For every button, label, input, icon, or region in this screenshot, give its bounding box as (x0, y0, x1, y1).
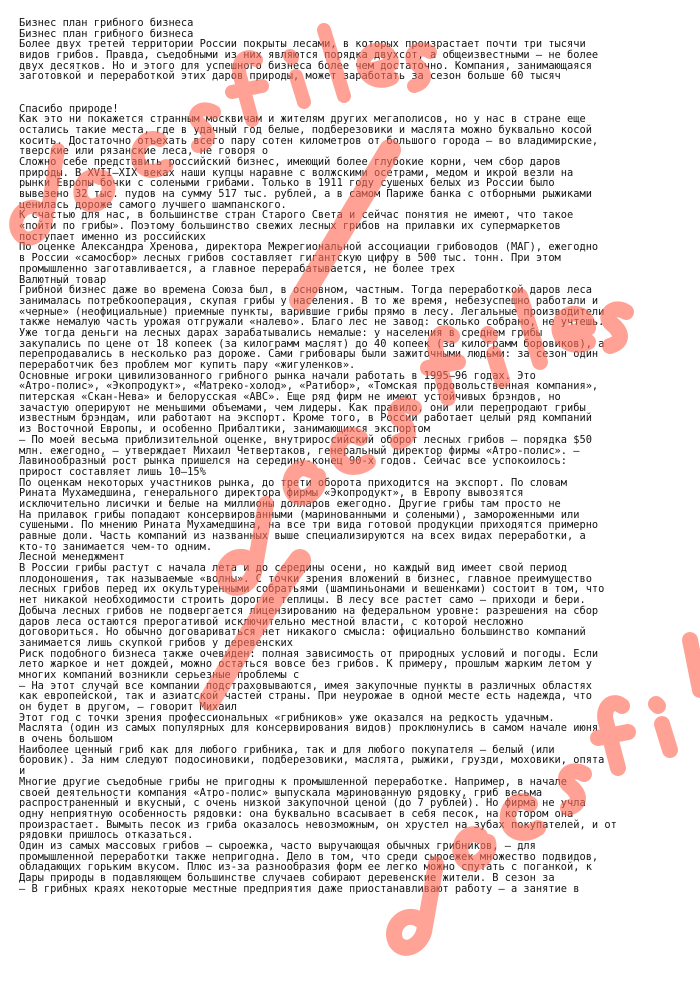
blank-line (19, 82, 685, 103)
text-line: Этот год с точки зрения профессиональных «грибников» уже оказался на редкость удачным. (19, 711, 555, 724)
text-line: Рината Мухамедшина, генерального директора фирмы «Экопродукт», в Европу вывозятся (19, 487, 524, 500)
text-line: Лавинообразный рост рынка пришелся на середину-конец 90-х годов. Сейчас все успокоилось: (19, 455, 568, 468)
text-line: косить. Достаточно отъехать всего пару сотен километров от большого города – во владимирские, (19, 134, 599, 147)
text-line: Дары природы в подавляющем большинстве случаев собирают деревенские жители. В сезон за (19, 872, 555, 885)
text-line: В России грибы растут с начала лета и до середины осени, но каждый вид имеет свой период (19, 562, 568, 575)
text-line: распространенный и вкусный, с очень низкой закупочной ценой (до 7 рублей). Но фирма не учла (19, 797, 586, 810)
text-line: «Атро-полис», «Экопродукт», «Матреко-холод», «Ратибор», «Томская продовольственная компания», (19, 380, 599, 393)
text-line: боровик). За ним следуют подосиновики, подберезовики, маслята, рыжики, грузди, моховики, опята (19, 754, 605, 767)
text-line: сушеными. По мнению Рината Мухамедшина, на все три вида готовой продукции приходятся примерно (19, 519, 599, 532)
text-line: рядовки пришлось отказаться. (19, 829, 194, 842)
text-line: своей деятельности компания «Атро-полис» выпускала маринованную рядовку, гриб весьма (19, 786, 543, 799)
text-line: прирост составляет лишь 10–15% (19, 465, 206, 478)
watermark-stroke (690, 640, 700, 690)
text-line: Как это ни покажется странным москвичам и жителям других мегаполисов, но у нас в стране еще (19, 113, 586, 126)
text-line: По оценке Александра Хренова, директора Межрегиональной ассоциации грибоводов (МАГ), ежегодно (19, 241, 599, 254)
text-line: многих компаний возникли серьезные проблемы с (19, 668, 300, 681)
text-line: он будет в другом, – говорит Михаил (19, 701, 237, 714)
text-line: Лесной менеджмент (19, 551, 125, 564)
text-line: обладающих горьким вкусом. Плюс из-за разнообразия форм ее легко можно спутать с поганкой, к (19, 861, 592, 874)
text-line: двух десятков. Но и этого для успешного бизнеса более чем достаточно. Компания, занимающаяся (19, 59, 592, 72)
text-line: и (19, 765, 26, 778)
text-line: – На этот случай все компании подстраховываются, имея закупочные пункты в различных областях (19, 679, 592, 692)
text-line: Основные игроки цивилизованного грибного рынка начали работать в 1995–96 годах. Это (19, 369, 536, 382)
text-line: Спасибо природе! (19, 102, 119, 115)
text-line: На прилавок грибы попадают консервированными (маринованными и солеными), замороженными или (19, 508, 580, 521)
text-line: Бизнес план грибного бизнеса (19, 27, 194, 40)
text-line: тверские или рязанские леса, не говоря о (19, 145, 269, 158)
text-line: К счастью для нас, в большинстве стран Старого Света и сейчас понятия не имеют, что такое (19, 209, 574, 222)
text-line: занималась потребкооперация, скупая грибы у населения. В то же время, небезуспешно работали и (19, 294, 599, 307)
text-line: По оценкам некоторых участников рынка, до трети оборота приходится на экспорт. По словам (19, 476, 568, 489)
text-line: заготовкой и переработкой этих даров природы, может заработать за сезон больше 60 тысяч (19, 70, 561, 83)
text-line: вывезено 32 тыс. пудов на сумму 517 тыс. рублей, а в самом Париже банка с отборными рыжиками (19, 188, 592, 201)
text-line: лето жаркое и нет дождей, можно остаться вовсе без грибов. К примеру, прошлым жарким летом у (19, 658, 592, 671)
text-line: лесных грибов перед их окультуренными собратьями (шампиньонами и вешенками) состоит в том, что (19, 583, 605, 596)
text-line: – В грибных краях некоторые местные предприятия даже приостанавливают работу – а занятие в (19, 882, 580, 895)
text-line: зачастую оперируют не меньшими объемами, чем лидеры. Как правило, они или перепродают грибы (19, 401, 586, 414)
text-line: «пойти по грибы». Поэтому большинство свежих лесных грибов на прилавки их супермаркетов (19, 220, 561, 233)
text-line: произрастает. Вымыть песок из гриба оказалось невозможным, он хрустел на зубах покупателей, и от (19, 818, 617, 831)
text-line: Уже тогда деньги на лесных дарах зарабатывались немалые: у населения в среднем грибы (19, 326, 543, 339)
text-line: равные доли. Часть компаний из названных выше специализируются на всех видах переработки, а (19, 530, 586, 543)
text-line: промышленно заготавливается, а главное перерабатывается, не более трех (19, 262, 455, 275)
text-line: даров леса остаются прерогативой исключительно местной власти, с которой несложно (19, 615, 524, 628)
text-line: питерская «Скан-Нева» и белорусская «АВС». Еще ряд фирм не имеют устойчивых брэндов, но (19, 391, 561, 404)
text-line: рынки Европы бочки с солеными грибами. Только в 1911 году сушеных белых из России было (19, 177, 555, 190)
text-line: поступает именно из российских (19, 230, 206, 243)
text-line: в очень большом (19, 733, 113, 746)
text-line: также немалую часть урожая отгружали «налево». Благо лес не завод: сколько собрано, не учтешь. (19, 316, 605, 329)
text-line: закупались по цене от 18 копеек (за килограмм маслят) до 40 копеек (за килограмм боровиков), а (19, 337, 605, 350)
text-line: как европейской, так и азиатской частей страны. При неурожае в одной месте есть надежда, что (19, 690, 592, 703)
text-line: млн. ежегодно, – утверждает Михаил Четвертаков, генеральный директор фирмы «Атро-полис». – (19, 444, 580, 457)
text-line: исключительно лисички и белые на миллионы долларов ежегодно. Другие грибы там просто не (19, 497, 561, 510)
text-line: Риск подобного бизнеса также очевиден: полная зависимость от природных условий и погоды. Если (19, 647, 599, 660)
document-text (19, 18, 685, 894)
text-line: Более двух третей территории России покрыты лесами, в которых произрастает почти три тысячи (19, 38, 586, 51)
text-line: в России «самосбор» лесных грибов составляет гигантскую цифру в 500 тыс. тонн. При этом (19, 252, 561, 265)
text-line: договориться. Но обычно договариваться нет никакого смысла: официально большинство компаний (19, 626, 586, 639)
text-line: ценилась дороже самого лучшего шампанского. (19, 198, 287, 211)
text-line: Грибной бизнес даже во времена Союза был, в основном, частным. Тогда переработкой даров леса (19, 284, 592, 297)
text-line: кто-то занимается чем-то одним. (19, 540, 213, 553)
text-line: Наиболее ценный гриб как для любого грибника, так и для любого покупателя – белый (или (19, 743, 555, 756)
text-line: Добыча лесных грибов не подвергается лицензированию на федеральном уровне: разрешения на сбор (19, 604, 599, 617)
text-line: занимается лишь скупкой грибов у деревенских (19, 636, 294, 649)
text-line: промышленной переработки также непригодна. Дело в том, что среди сыроежек множество подвидов, (19, 850, 599, 863)
text-line: Многие другие съедобные грибы не пригодны к промышленной переработке. Например, в начале (19, 775, 568, 788)
text-line: Маслята (один из самых популярных для консервирования видов) проклюнулись в самом начале июня (19, 722, 599, 735)
text-line: Сложно себе представить российский бизнес, имеющий более глубокие корни, чем сбор даров (19, 155, 561, 168)
text-line: видов грибов. Правда, съедобными из них являются порядка двухсот, а общеизвестными – не более (19, 49, 599, 62)
text-line: природы. В XVII–XIX веках наши купцы наравне с волжскими осетрами, медом и икрой везли на (19, 166, 574, 179)
text-line: одну неприятную особенность рядовки: она буквально всасывает в себя песок, на котором она (19, 807, 574, 820)
text-line: Валютный товар (19, 273, 107, 286)
text-line: Бизнес план грибного бизнеса (19, 17, 194, 29)
text-line: Один из самых массовых грибов – сыроежка, часто выручающая обычных грибников, – для (19, 839, 536, 852)
text-line: плодоношения, так называемые «волны». С точки зрения вложений в бизнес, главное преимущество (19, 572, 592, 585)
text-line: остались такие места, где в удачный год белые, подберезовики и маслята можно буквально косой (19, 123, 592, 136)
text-line: переработчик без проблем мог купить пару «жигуленков». (19, 359, 356, 372)
text-line: из Восточной Европы, и особенно Прибалтики, занимающихся экспортом (19, 423, 431, 436)
text-line: нет никакой необходимости строить дорогие теплицы. В лесу все растет само – приходи и бери. (19, 594, 586, 607)
text-line: – По моей весьма приблизительной оценке, внутрироссийский оборот лесных грибов – порядка $50 (19, 433, 592, 446)
text-line: «черные» (неофициальные) приемные пункты, варившие грибы прямо в лесу. Легальные производители (19, 305, 605, 318)
text-line: перепродавались в несколько раз дороже. Сами грибовары были зажиточными людьми: за сезон один (19, 348, 599, 361)
text-line: известным брэндам, или работают на экспорт. Кроме того, в России работает целый ряд компаний (19, 412, 592, 425)
